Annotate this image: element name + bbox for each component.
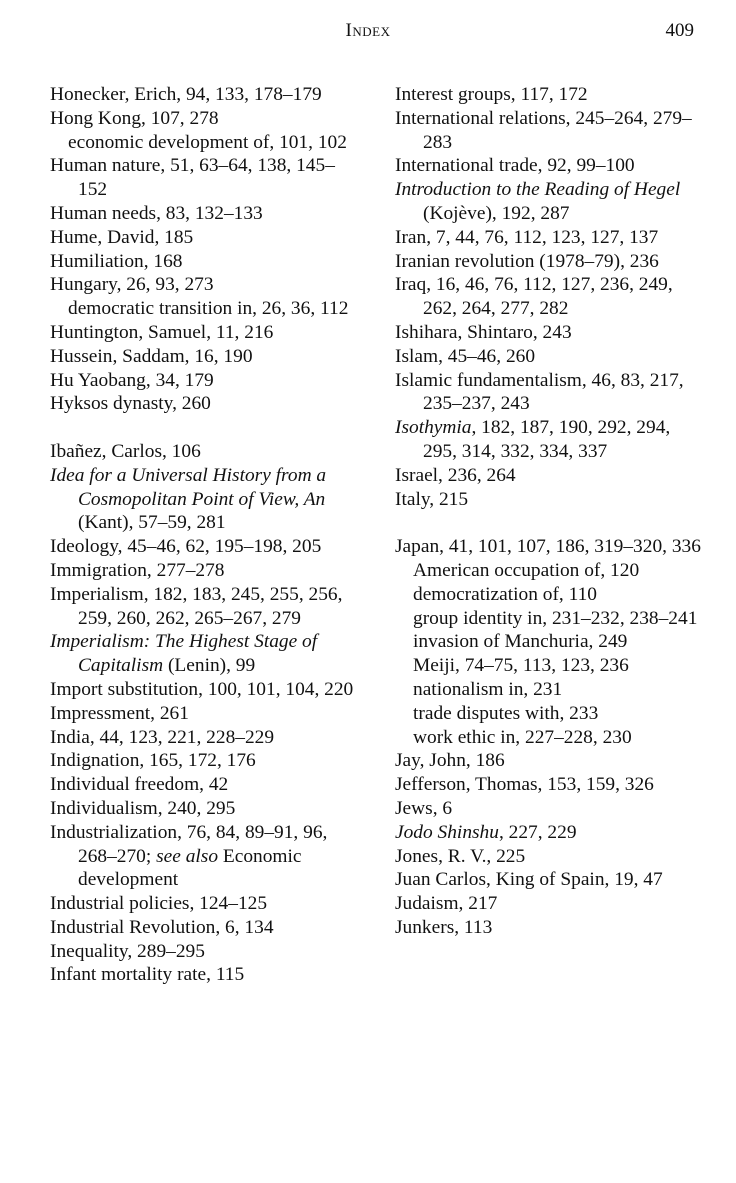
index-entry [50, 369, 362, 393]
entry-text: invasion of Manchuria, 249 [413, 631, 628, 653]
entry-text: Ishihara, Shintaro, 243 [395, 321, 572, 343]
index-entry [395, 416, 707, 464]
running-title: Index [345, 20, 391, 41]
index-entry [395, 226, 707, 250]
entry-text: Jews, 6 [395, 797, 453, 819]
entry-text: Individualism, 240, 295 [50, 797, 236, 819]
index-entry [50, 773, 362, 797]
entry-text: Hu Yaobang, 34, 179 [50, 369, 214, 391]
index-entry [50, 749, 362, 773]
entry-text: nationalism in, 231 [413, 678, 563, 700]
entry-text: Economic development [78, 845, 302, 891]
entry-text: Islam, 45–46, 260 [395, 345, 536, 367]
entry-text: Iran, 7, 44, 76, 112, 123, 127, 137 [395, 226, 659, 248]
index-entry [50, 726, 362, 750]
index-entry [50, 226, 362, 250]
entry-text: Islamic fundamentalism, 46, 83, 217, 235–237, 243 [395, 369, 684, 415]
entry-text: Jefferson, Thomas, 153, 159, 326 [395, 774, 654, 796]
index-entry [50, 392, 362, 416]
entry-text: Immigration, 277–278 [50, 559, 225, 581]
index-entry [395, 83, 707, 107]
entry-text: Import substitution, 100, 101, 104, 220 [50, 678, 354, 700]
left-index-column [50, 83, 362, 987]
index-entry [395, 488, 707, 512]
index-subentry [50, 131, 362, 155]
entry-text: Italy, 215 [395, 488, 469, 510]
entry-text: Indignation, 165, 172, 176 [50, 750, 256, 772]
index-entry [395, 892, 707, 916]
index-entry [50, 273, 362, 297]
entry-text: democratic transition in, 26, 36, 112 [68, 298, 349, 320]
entry-text: (Kojève), 192, 287 [423, 202, 570, 224]
entry-text: Israel, 236, 264 [395, 464, 516, 486]
index-subentry [395, 702, 707, 726]
entry-text: Impressment, 261 [50, 702, 189, 724]
index-subentry [395, 559, 707, 583]
entry-text: Industrial policies, 124–125 [50, 893, 268, 915]
index-entry [50, 250, 362, 274]
entry-text: (Lenin), 99 [163, 655, 256, 677]
entry-text: economic development of, 101, 102 [68, 131, 347, 153]
index-entry [395, 107, 707, 155]
entry-text: Human nature, 51, 63–64, 138, 145–152 [50, 155, 335, 201]
index-entry [50, 107, 362, 131]
italic-title-text: see also [156, 845, 219, 867]
index-entry [50, 821, 362, 892]
right-index-column [395, 83, 707, 940]
entry-text: work ethic in, 227–228, 230 [413, 726, 632, 748]
index-subentry [395, 654, 707, 678]
index-subentry [395, 630, 707, 654]
entry-text: Juan Carlos, King of Spain, 19, 47 [395, 869, 663, 891]
index-subentry [50, 297, 362, 321]
index-entry [395, 369, 707, 417]
index-entry [50, 630, 362, 678]
index-entry [395, 916, 707, 940]
entry-text: Junkers, 113 [395, 916, 493, 938]
index-subentry [395, 607, 707, 631]
page-number: 409 [665, 20, 694, 41]
italic-title-text: Imperialism: The Highest Stage of Capitalism [50, 631, 318, 677]
index-subentry [395, 583, 707, 607]
entry-text: Hungary, 26, 93, 273 [50, 274, 214, 296]
entry-text: Ideology, 45–46, 62, 195–198, 205 [50, 536, 322, 558]
entry-text: American occupation of, 120 [413, 559, 640, 581]
entry-text: International relations, 245–264, 279–283 [395, 107, 692, 153]
index-entry [50, 678, 362, 702]
entry-text: Jay, John, 186 [395, 750, 505, 772]
index-entry [395, 773, 707, 797]
entry-text: International trade, 92, 99–100 [395, 155, 635, 177]
entry-text: Hong Kong, 107, 278 [50, 107, 219, 129]
entry-text: Individual freedom, 42 [50, 774, 229, 796]
index-entry [395, 535, 707, 559]
running-head [0, 18, 736, 44]
index-entry [395, 345, 707, 369]
index-entry [50, 797, 362, 821]
index-subentry [395, 678, 707, 702]
entry-text: Ibañez, Carlos, 106 [50, 440, 201, 462]
entry-text: Infant mortality rate, 115 [50, 964, 245, 986]
entry-text: trade disputes with, 233 [413, 702, 599, 724]
entry-text: Hume, David, 185 [50, 226, 194, 248]
italic-title-text: Jodo Shinshu [395, 821, 499, 843]
index-entry [50, 583, 362, 631]
entry-text: , 182, 187, 190, 292, 294, 295, 314, 332, 334, 337 [423, 417, 671, 462]
entry-text: group identity in, 231–232, 238–241 [413, 607, 698, 629]
index-entry [50, 559, 362, 583]
italic-title-text: Introduction to the Reading of Hegel [395, 179, 681, 201]
index-entry [395, 321, 707, 345]
entry-text: Hyksos dynasty, 260 [50, 393, 211, 415]
index-entry [50, 440, 362, 464]
entry-text: Industrial Revolution, 6, 134 [50, 916, 274, 938]
index-entry [50, 464, 362, 535]
entry-text: democratization of, 110 [413, 583, 597, 605]
index-entry [50, 892, 362, 916]
index-entry [50, 345, 362, 369]
index-entry [395, 868, 707, 892]
index-entry [50, 963, 362, 987]
index-entry [395, 250, 707, 274]
italic-title-text: Isothymia [395, 417, 472, 439]
entry-text: Hussein, Saddam, 16, 190 [50, 345, 253, 367]
entry-text: Inequality, 289–295 [50, 940, 205, 962]
letter-group-spacer [50, 416, 362, 440]
entry-text: Interest groups, 117, 172 [395, 84, 588, 105]
index-entry [395, 273, 707, 321]
index-entry [50, 202, 362, 226]
index-entry [50, 321, 362, 345]
entry-text: Jones, R. V., 225 [395, 845, 526, 867]
entry-text: (Kant), 57–59, 281 [78, 512, 226, 534]
index-entry [50, 535, 362, 559]
entry-text: Imperialism, 182, 183, 245, 255, 256, 259, 260, 262, 265–267, 279 [50, 583, 343, 629]
entry-text: Iranian revolution (1978–79), 236 [395, 250, 659, 272]
index-entry [50, 83, 362, 107]
italic-title-text: Idea for a Universal History from a Cosmopolitan Point of View, An [50, 464, 327, 510]
index-entry [395, 178, 707, 226]
entry-text: , 227, 229 [498, 821, 577, 843]
index-entry [395, 154, 707, 178]
index-entry [50, 702, 362, 726]
entry-text: Human needs, 83, 132–133 [50, 202, 263, 224]
index-entry [50, 916, 362, 940]
index-entry [50, 154, 362, 202]
entry-text: Meiji, 74–75, 113, 123, 236 [413, 655, 629, 677]
entry-text: Honecker, Erich, 94, 133, 178–179 [50, 84, 322, 105]
index-entry [395, 845, 707, 869]
entry-text: Judaism, 217 [395, 893, 498, 915]
entry-text: Japan, 41, 101, 107, 186, 319–320, 336 [395, 536, 701, 558]
index-subentry [395, 726, 707, 750]
index-entry [395, 749, 707, 773]
entry-text: India, 44, 123, 221, 228–229 [50, 726, 275, 748]
entry-text: Humiliation, 168 [50, 250, 183, 272]
entry-text: Huntington, Samuel, 11, 216 [50, 321, 274, 343]
index-entry [395, 797, 707, 821]
index-entry [50, 940, 362, 964]
entry-text: Iraq, 16, 46, 76, 112, 127, 236, 249, 262, 264, 277, 282 [395, 274, 673, 320]
letter-group-spacer [395, 511, 707, 535]
index-entry [395, 464, 707, 488]
entry-text: Industrialization, 76, 84, 89–91, 96, 268–270; [50, 821, 328, 867]
index-entry [395, 821, 707, 845]
